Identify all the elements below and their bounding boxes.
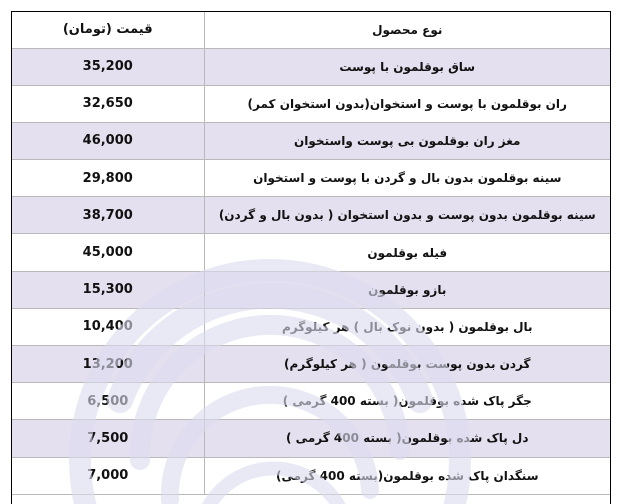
table-header-row xyxy=(12,12,610,48)
row-price: 7,500 xyxy=(12,420,204,457)
row-product-name: جگر پاک شده بوقلمون( بسته 400 گرمی ) xyxy=(204,383,610,420)
row-product-name: گردن بدون پوست بوقلمون ( هر کیلوگرم) xyxy=(204,346,610,383)
row-price: 29,800 xyxy=(12,160,204,197)
table-row xyxy=(12,160,610,197)
table-row xyxy=(12,346,610,383)
row-product-name: دل پاک شده بوقلمون( بسته 400 گرمی ) xyxy=(204,420,610,457)
table-row xyxy=(12,308,610,345)
row-product-name: فیله بوقلمون xyxy=(204,234,610,271)
row-price: 38,700 xyxy=(12,197,204,234)
row-price: 7,000 xyxy=(12,457,204,494)
table-row xyxy=(12,383,610,420)
table-row xyxy=(12,48,610,85)
table-row xyxy=(12,457,610,494)
table-row xyxy=(12,271,610,308)
price-table xyxy=(12,12,610,495)
row-product-name: بال بوقلمون ( بدون نوک بال ) هر کیلوگرم xyxy=(204,308,610,345)
row-price: 13,200 xyxy=(12,346,204,383)
table-row xyxy=(12,420,610,457)
row-product-name: ساق بوقلمون با پوست xyxy=(204,48,610,85)
header-price: قیمت (تومان) xyxy=(12,12,204,48)
header-product-name: نوع محصول xyxy=(204,12,610,48)
row-price: 45,000 xyxy=(12,234,204,271)
price-table-container xyxy=(11,11,611,504)
row-product-name: بازو بوقلمون xyxy=(204,271,610,308)
row-product-name: سینه بوقلمون بدون پوست و بدون استخوان ( بدون بال و گردن) xyxy=(204,197,610,234)
row-price: 15,300 xyxy=(12,271,204,308)
table-row xyxy=(12,234,610,271)
row-price: 46,000 xyxy=(12,122,204,159)
row-product-name: مغز ران بوقلمون بی پوست واستخوان xyxy=(204,122,610,159)
row-price: 32,650 xyxy=(12,85,204,122)
table-row xyxy=(12,122,610,159)
row-product-name: ران بوقلمون با پوست و استخوان(بدون استخوان کمر) xyxy=(204,85,610,122)
table-row xyxy=(12,197,610,234)
row-price: 10,400 xyxy=(12,308,204,345)
table-row xyxy=(12,85,610,122)
row-price: 35,200 xyxy=(12,48,204,85)
row-product-name: سنگدان پاک شده بوقلمون(بسته 400 گرمی) xyxy=(204,457,610,494)
row-price: 6,500 xyxy=(12,383,204,420)
row-product-name: سینه بوقلمون بدون بال و گردن با پوست و استخوان xyxy=(204,160,610,197)
